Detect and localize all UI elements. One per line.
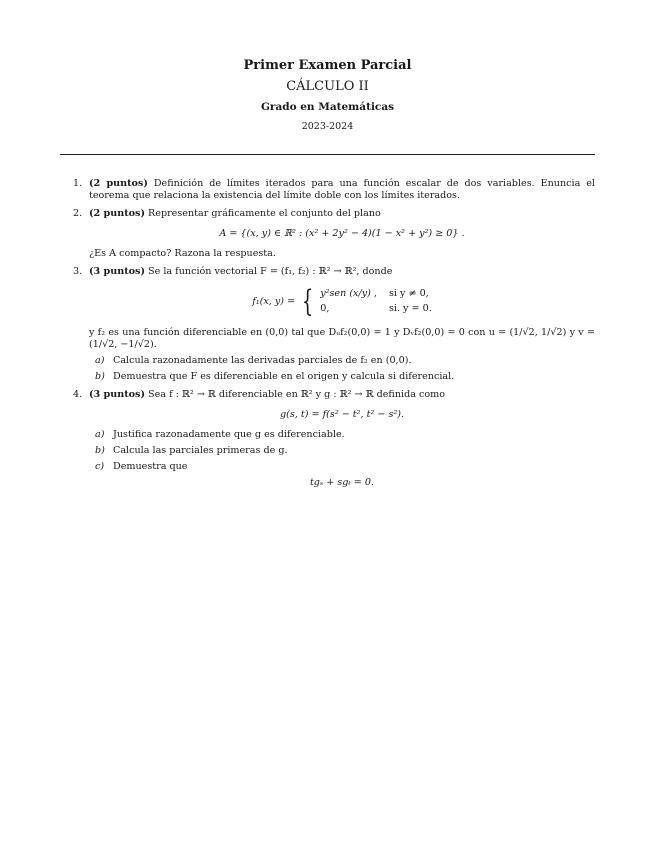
header-divider bbox=[60, 154, 595, 155]
subitem-text: Calcula razonadamente las derivadas parciales de f₂ en (0,0). bbox=[113, 355, 412, 366]
subitem-label: a) bbox=[95, 355, 105, 366]
exam-header bbox=[0, 58, 655, 132]
question-points: (3 puntos) bbox=[89, 266, 145, 277]
exam-degree: Grado en Matemáticas bbox=[260, 101, 395, 113]
question-text bbox=[89, 178, 595, 202]
exam-subject: CÁLCULO II bbox=[286, 79, 369, 94]
case-1-expression: y²sen (x/y) , bbox=[320, 288, 377, 299]
question-number: 1. bbox=[73, 178, 83, 189]
question-1 bbox=[75, 178, 595, 202]
question-text bbox=[89, 266, 595, 278]
subitem-label: c) bbox=[95, 461, 105, 472]
question-statement: Sea f : ℝ² → ℝ diferenciable en ℝ² y g : ℝ² → ℝ definida como bbox=[148, 389, 445, 400]
subitem bbox=[89, 461, 595, 473]
subitem-label: a) bbox=[95, 429, 105, 440]
subitem-text: Justifica razonadamente que g es diferenciable. bbox=[113, 429, 345, 440]
question-text bbox=[89, 389, 595, 401]
question-statement: Definición de límites iterados para una función escalar de dos variables. Enuncia el teorema que relaciona la existencia del límite doble con los límites iterados. bbox=[89, 178, 595, 201]
subitem bbox=[89, 429, 595, 441]
question-3 bbox=[75, 266, 595, 383]
subitem-text: Demuestra que bbox=[113, 461, 188, 472]
question-2 bbox=[75, 208, 595, 260]
subitem-label: b) bbox=[95, 371, 105, 382]
question-number: 3. bbox=[73, 266, 83, 277]
subitem bbox=[89, 445, 595, 457]
subitem-label: b) bbox=[95, 445, 105, 456]
exam-body bbox=[75, 178, 595, 497]
piecewise-formula bbox=[89, 283, 595, 319]
subitem-text: Demuestra que F es diferenciable en el origen y calcula si diferencial. bbox=[113, 371, 455, 382]
question-followup: y f₂ es una función diferenciable en (0,0) tal que Dᵤf₂(0,0) = 1 y Dᵥf₂(0,0) = 0 con u = (1/√2, 1/√2) y v = (1/√2, −1/√2). bbox=[89, 327, 595, 350]
case-1-condition: si y ≠ 0, bbox=[388, 288, 429, 299]
set-formula: A = {(x, y) ∈ ℝ² : (x² + 2y² − 4)(1 − x² + y²) ≥ 0} . bbox=[219, 228, 465, 239]
subitem-text: Calcula las parciales primeras de g. bbox=[113, 445, 288, 456]
exam-title: Primer Examen Parcial bbox=[243, 58, 412, 73]
piecewise-lhs: f₁(x, y) = bbox=[252, 295, 296, 307]
case-2-expression: 0, bbox=[320, 303, 330, 314]
question-points: (2 puntos) bbox=[89, 178, 148, 189]
question-4 bbox=[75, 389, 595, 489]
final-equation: tgₛ + sgₜ = 0. bbox=[309, 477, 375, 488]
question-points: (2 puntos) bbox=[89, 208, 145, 219]
question-followup: ¿Es A compacto? Razona la respuesta. bbox=[89, 248, 276, 259]
question-statement: Se la función vectorial F = (f₁, f₂) : ℝ² → ℝ², donde bbox=[148, 266, 393, 277]
question-number: 4. bbox=[73, 389, 83, 400]
question-points: (3 puntos) bbox=[89, 389, 145, 400]
subitem bbox=[89, 371, 595, 383]
exam-year: 2023-2024 bbox=[301, 121, 354, 132]
composition-formula: g(s, t) = f(s² − t², t² − s²). bbox=[279, 409, 405, 420]
piecewise-cases bbox=[320, 288, 432, 315]
subitem bbox=[89, 355, 595, 367]
left-brace-icon: { bbox=[301, 283, 314, 319]
question-number: 2. bbox=[73, 208, 83, 219]
question-statement: Representar gráficamente el conjunto del plano bbox=[148, 208, 381, 219]
case-2-condition: si. y = 0. bbox=[388, 303, 432, 314]
question-text bbox=[89, 208, 595, 220]
